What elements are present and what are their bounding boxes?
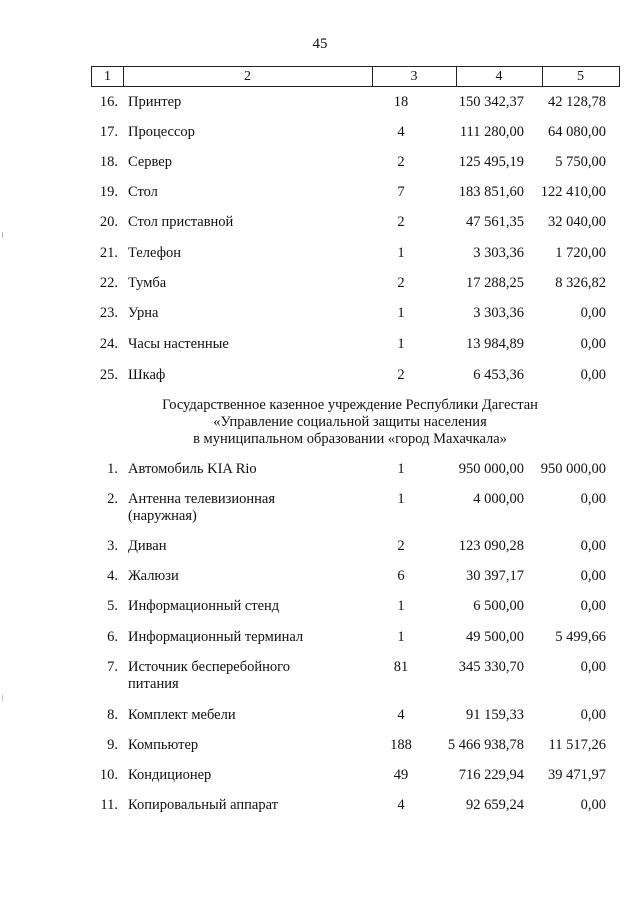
header-col-4: 4 [456, 67, 543, 86]
row-number: 5. [107, 598, 118, 614]
item-name: Стол приставной [128, 214, 234, 230]
item-book-value: 125 495,19 [458, 154, 524, 170]
item-book-value: 92 659,24 [466, 797, 524, 813]
header-col-5: 5 [577, 69, 584, 84]
header-col-2: 2 [123, 67, 373, 86]
item-quantity: 4 [397, 797, 405, 813]
item-quantity: 18 [393, 94, 409, 110]
row-number: 18. [99, 154, 118, 170]
item-residual-value: 0,00 [580, 336, 606, 352]
item-quantity: 1 [397, 245, 405, 261]
item-residual-value: 0,00 [580, 659, 606, 675]
row-number: 11. [100, 797, 118, 813]
section-title [60, 397, 640, 448]
row-number: 19. [99, 184, 118, 200]
item-name: Урна [128, 305, 159, 321]
item-book-value: 4 000,00 [473, 491, 524, 507]
item-quantity: 1 [397, 491, 405, 507]
item-name: Процессор [128, 124, 195, 140]
row-number: 7. [107, 659, 118, 675]
item-name [128, 659, 348, 693]
item-name: Информационный терминал [128, 629, 304, 645]
item-book-value: 3 303,36 [473, 245, 524, 261]
row-number: 2. [107, 491, 118, 507]
item-name: Принтер [128, 94, 182, 110]
row-number: 3. [107, 538, 118, 554]
row-number: 16. [99, 94, 118, 110]
row-number: 25. [99, 367, 118, 383]
item-residual-value: 5 499,66 [555, 629, 606, 645]
item-residual-value: 5 750,00 [555, 154, 606, 170]
item-name: Автомобиль KIA Rio [128, 461, 257, 477]
section-title-line-2: «Управление социальной защиты населения [213, 414, 487, 430]
item-name: Комплект мебели [128, 707, 236, 723]
item-name: Компьютер [128, 737, 199, 753]
row-number: 24. [99, 336, 118, 352]
item-book-value: 6 500,00 [473, 598, 524, 614]
item-name: Телефон [128, 245, 181, 261]
item-residual-value: 950 000,00 [540, 461, 606, 477]
item-quantity: 1 [397, 305, 405, 321]
section-title-line-1: Государственное казенное учреждение Республики Дагестан [162, 397, 538, 413]
item-book-value: 3 303,36 [473, 305, 524, 321]
item-quantity: 2 [397, 367, 405, 383]
item-quantity: 81 [393, 659, 409, 675]
item-residual-value: 11 517,26 [548, 737, 606, 753]
item-residual-value: 122 410,00 [540, 184, 606, 200]
item-book-value: 5 466 938,78 [447, 737, 524, 753]
item-residual-value: 0,00 [580, 538, 606, 554]
row-number: 21. [99, 245, 118, 261]
item-name-line-2: питания [128, 676, 179, 692]
row-number: 23. [99, 305, 118, 321]
section-title-line-3: в муниципальном образовании «город Махачкала» [193, 431, 507, 447]
item-name-line-1: Антенна телевизионная [128, 491, 275, 507]
item-quantity: 4 [397, 707, 405, 723]
row-number: 8. [107, 707, 118, 723]
item-residual-value: 39 471,97 [548, 767, 606, 783]
item-residual-value: 0,00 [580, 305, 606, 321]
page-number: 45 [312, 36, 328, 52]
row-number: 10. [99, 767, 118, 783]
item-residual-value: 64 080,00 [548, 124, 606, 140]
item-name: Часы настенные [128, 336, 229, 352]
row-number: 20. [99, 214, 118, 230]
table-header-row [91, 66, 620, 87]
item-book-value: 111 280,00 [459, 124, 524, 140]
item-name: Тумба [128, 275, 167, 291]
item-residual-value: 0,00 [580, 797, 606, 813]
item-quantity: 2 [397, 538, 405, 554]
item-residual-value: 32 040,00 [548, 214, 606, 230]
item-quantity: 2 [397, 275, 405, 291]
item-name-line-2: (наружная) [128, 508, 197, 524]
item-name [128, 491, 348, 525]
item-residual-value: 42 128,78 [548, 94, 606, 110]
item-quantity: 49 [393, 767, 409, 783]
item-book-value: 6 453,36 [473, 367, 524, 383]
item-book-value: 183 851,60 [458, 184, 524, 200]
item-name: Жалюзи [128, 568, 179, 584]
header-col-3: 3 [372, 67, 457, 86]
row-number: 1. [107, 461, 118, 477]
item-name: Стол [128, 184, 158, 200]
item-name: Информационный стенд [128, 598, 280, 614]
item-book-value: 30 397,17 [466, 568, 524, 584]
item-quantity: 7 [397, 184, 405, 200]
item-quantity: 188 [390, 737, 412, 753]
header-col-1: 1 [92, 67, 124, 86]
row-number: 17. [99, 124, 118, 140]
item-book-value: 123 090,28 [458, 538, 524, 554]
item-quantity: 1 [397, 598, 405, 614]
item-book-value: 950 000,00 [458, 461, 524, 477]
item-book-value: 345 330,70 [458, 659, 524, 675]
item-quantity: 2 [397, 214, 405, 230]
item-residual-value: 0,00 [580, 598, 606, 614]
row-number: 6. [107, 629, 118, 645]
item-name: Копировальный аппарат [128, 797, 279, 813]
item-name: Шкаф [128, 367, 166, 383]
item-residual-value: 1 720,00 [555, 245, 606, 261]
item-residual-value: 0,00 [580, 367, 606, 383]
item-name: Сервер [128, 154, 172, 170]
item-residual-value: 0,00 [580, 491, 606, 507]
item-book-value: 47 561,35 [466, 214, 524, 230]
scan-mark [2, 695, 3, 701]
row-number: 4. [107, 568, 118, 584]
scan-mark [2, 232, 3, 238]
item-book-value: 91 159,33 [466, 707, 524, 723]
item-residual-value: 0,00 [580, 568, 606, 584]
item-book-value: 716 229,94 [458, 767, 524, 783]
item-quantity: 4 [397, 124, 405, 140]
item-quantity: 2 [397, 154, 405, 170]
item-quantity: 1 [397, 461, 405, 477]
item-quantity: 6 [397, 568, 405, 584]
item-quantity: 1 [397, 336, 405, 352]
item-name: Диван [128, 538, 167, 554]
row-number: 9. [107, 737, 118, 753]
item-residual-value: 0,00 [580, 707, 606, 723]
item-name-line-1: Источник бесперебойного [128, 659, 290, 675]
item-book-value: 17 288,25 [466, 275, 524, 291]
row-number: 22. [99, 275, 118, 291]
item-name: Кондиционер [128, 767, 212, 783]
item-book-value: 13 984,89 [466, 336, 524, 352]
item-quantity: 1 [397, 629, 405, 645]
item-book-value: 49 500,00 [466, 629, 524, 645]
item-book-value: 150 342,37 [458, 94, 524, 110]
item-residual-value: 8 326,82 [555, 275, 606, 291]
